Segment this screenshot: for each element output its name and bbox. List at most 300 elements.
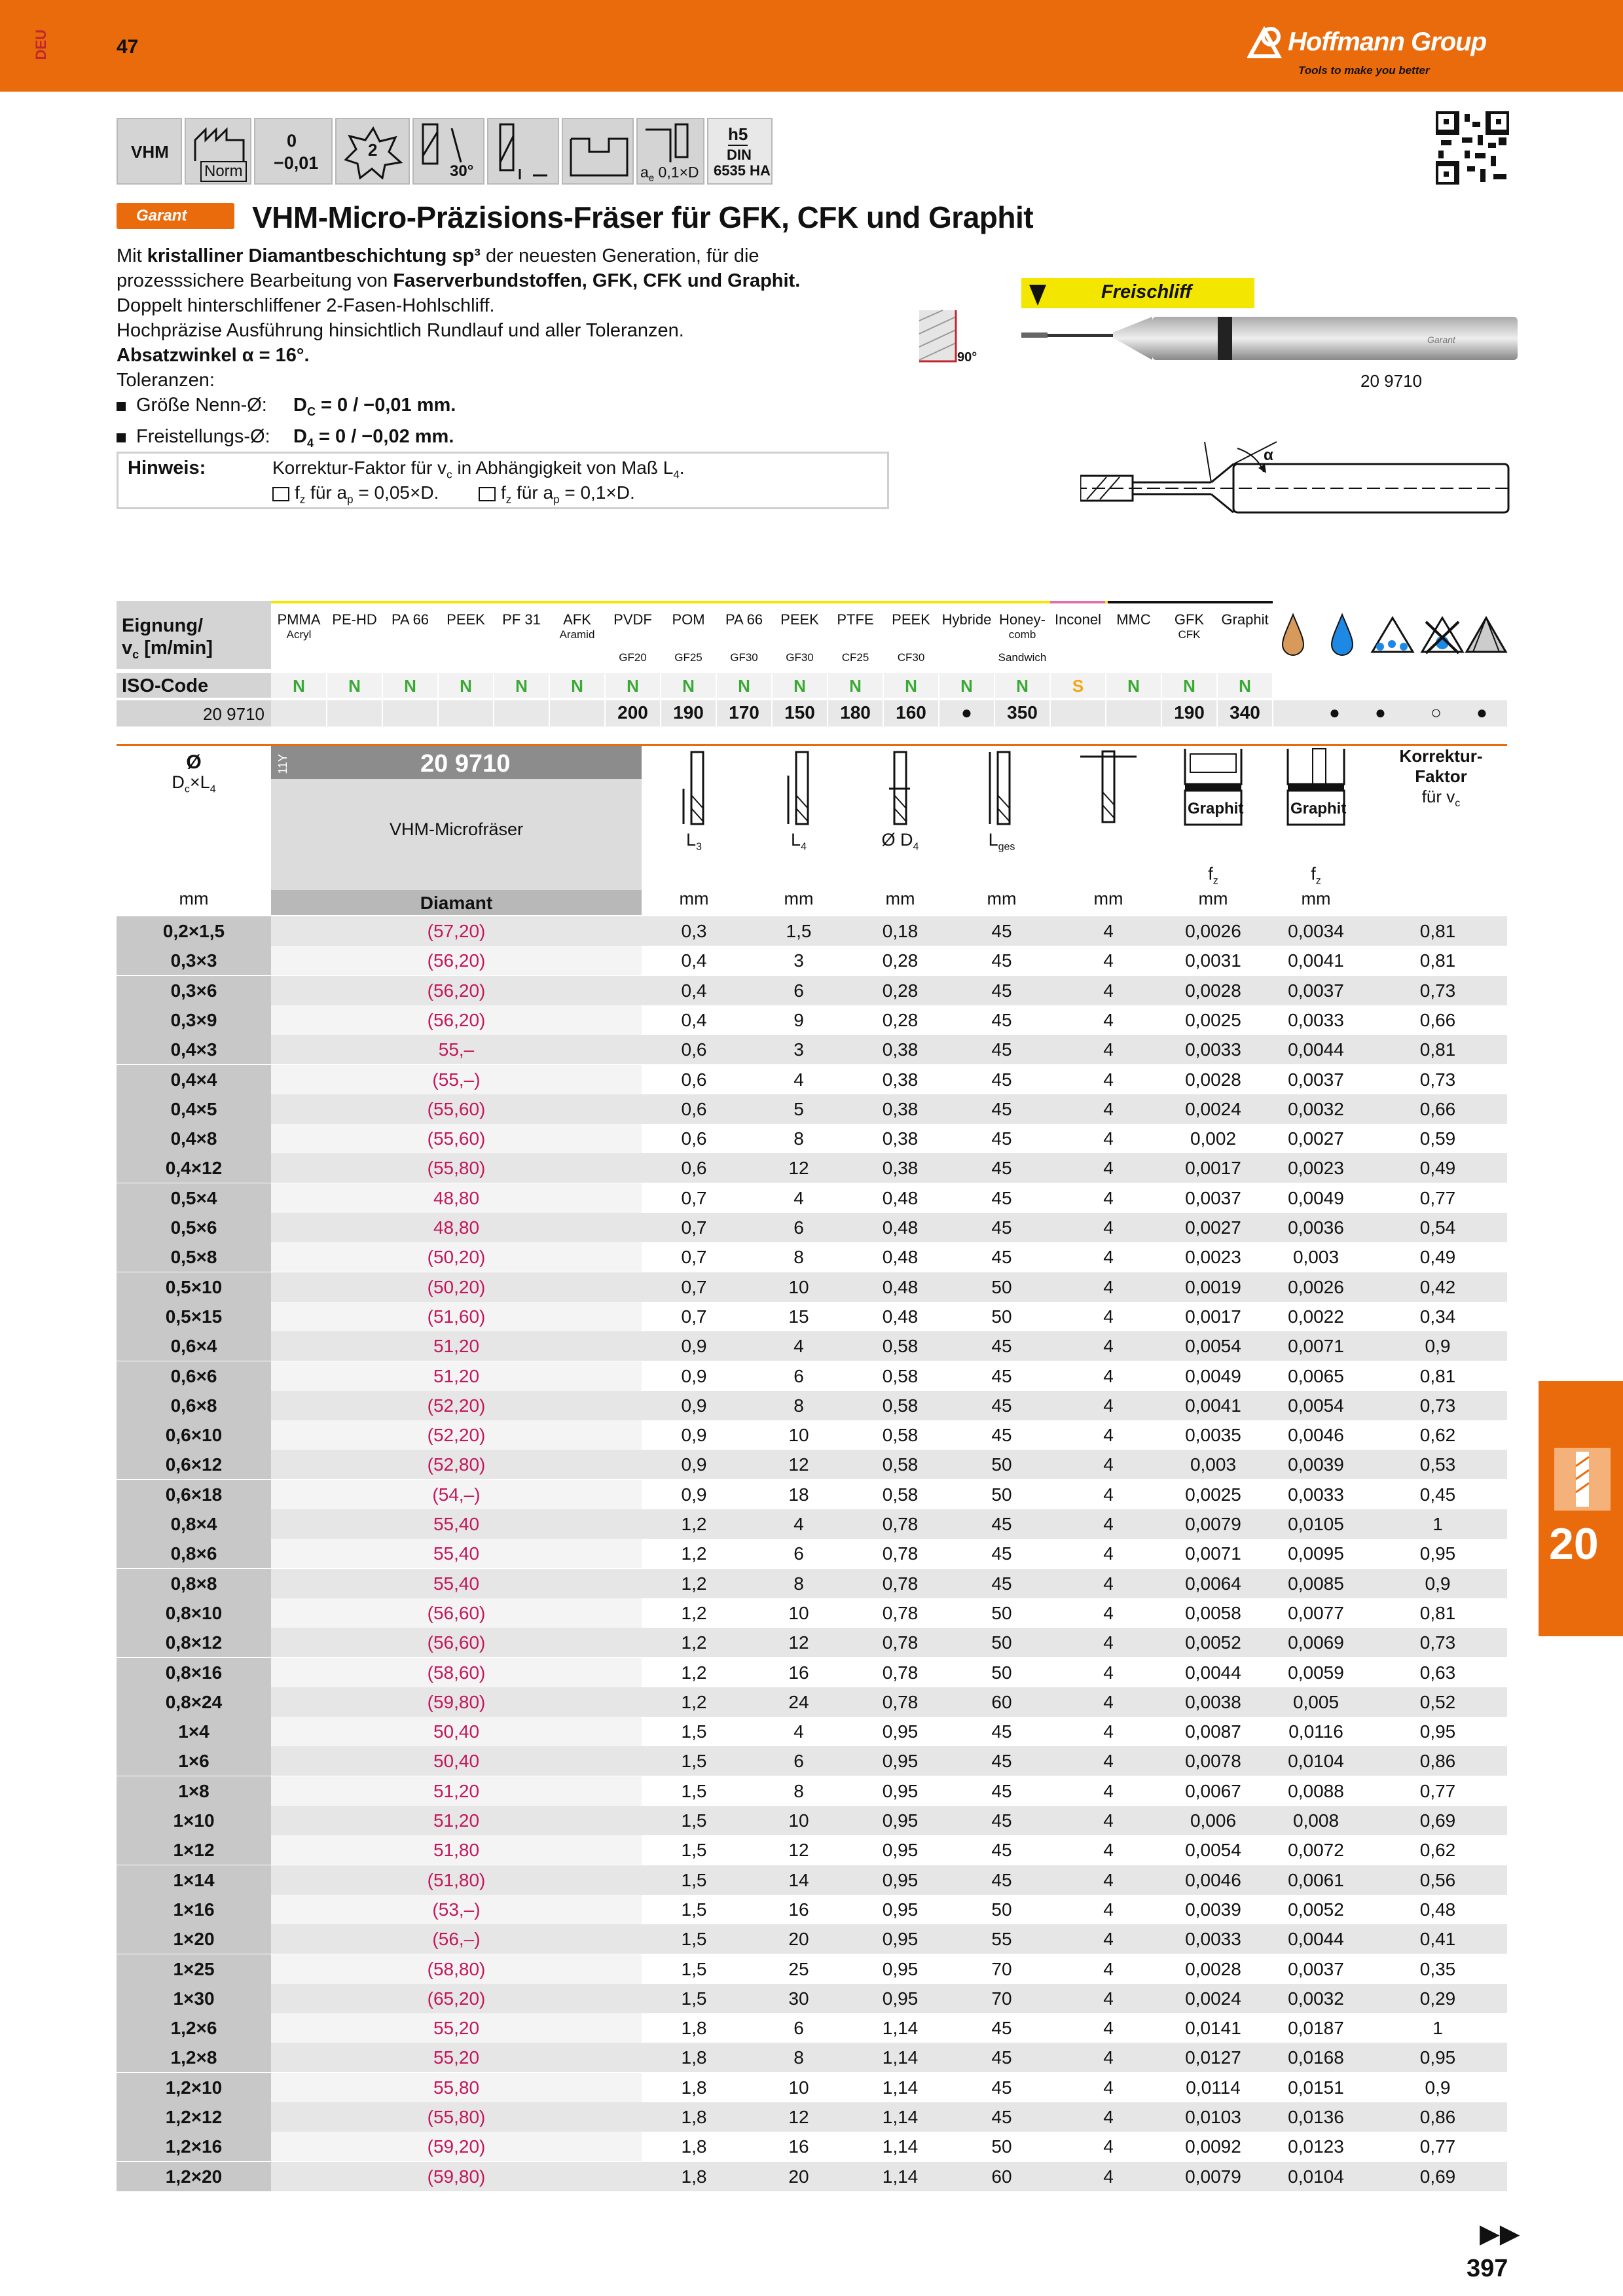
column-unit: mm	[885, 889, 915, 908]
cell-value: 70	[991, 1958, 1012, 1979]
cell-value: 0,0033	[1288, 1484, 1344, 1505]
cell-size: 1×10	[117, 1806, 271, 1835]
table-row	[117, 1272, 1507, 1302]
table-row	[117, 1480, 1507, 1509]
cell-value: 0,0061	[1288, 1869, 1344, 1890]
material-name: AFK	[563, 611, 591, 628]
cell-value: 0,77	[1419, 1780, 1456, 1801]
cell-price: (55,80)	[271, 2102, 642, 2132]
cell-price: 51,80	[271, 1835, 642, 1865]
cell-value: 55	[991, 1929, 1012, 1950]
cell-value: 0,58	[882, 1484, 919, 1505]
cell-value: 0,0079	[1185, 2166, 1241, 2187]
cell-value: 0,0034	[1288, 921, 1344, 941]
material-group-bar-special	[1108, 601, 1273, 603]
cell-size: 0,6×12	[117, 1450, 271, 1479]
description-line: prozesssichere Bearbeitung von Faserverbundstoffen, GFK, CFK und Graphit.	[117, 270, 801, 291]
graphit-label-1: Graphit	[1188, 800, 1244, 817]
correction-factor-title: Korrektur-Faktor	[1399, 746, 1483, 786]
cell-value: 16	[788, 2136, 809, 2157]
cell-value: 0,9	[1425, 2077, 1451, 2098]
cell-size: 0,5×10	[117, 1272, 271, 1302]
cell-value: 4	[1103, 1009, 1114, 1030]
iso-code: N	[515, 676, 528, 696]
cell-value: 0,38	[882, 1098, 919, 1119]
cell-value: 45	[991, 1187, 1012, 1208]
cell-value: 45	[991, 2047, 1012, 2068]
table-row	[117, 1806, 1507, 1835]
cell-value: 0,0114	[1186, 2077, 1241, 2098]
cell-value: 4	[1103, 2047, 1114, 2068]
cell-size: 0,6×4	[117, 1331, 271, 1361]
cell-size: 0,6×8	[117, 1391, 271, 1420]
material-sub2: CF25	[841, 651, 869, 664]
vc-value: 150	[784, 702, 815, 723]
iso-label-cell	[117, 673, 271, 698]
cell-value: 0,0028	[1185, 980, 1241, 1001]
cell-value: 0,58	[882, 1365, 919, 1386]
d4-dimension-icon	[884, 749, 913, 828]
cell-value: 0,0025	[1185, 1484, 1241, 1505]
cell-value: 0,0037	[1288, 1958, 1344, 1979]
material-name: Graphit	[1221, 611, 1269, 628]
cell-value: 0,3	[681, 921, 707, 941]
suitability-article: 20 9710	[203, 704, 264, 724]
vc-value: 180	[840, 702, 871, 723]
cell-value: 0,53	[1419, 1454, 1456, 1475]
cell-value: 0,0032	[1288, 1988, 1344, 2009]
cell-value: 45	[991, 1721, 1012, 1742]
table-row	[117, 1124, 1507, 1153]
cell-size: 0,8×4	[117, 1509, 271, 1539]
cell-value: 0,48	[882, 1276, 919, 1297]
side-milling-icon	[644, 123, 699, 164]
cell-value: 4	[793, 1514, 804, 1534]
cell-value: 4	[1103, 1365, 1114, 1386]
cell-value: 45	[991, 1573, 1012, 1594]
iso-code: N	[849, 676, 862, 696]
cell-value: 0,0077	[1288, 1602, 1344, 1623]
material-name: PE-HD	[332, 611, 377, 628]
cell-value: 0,0023	[1288, 1158, 1344, 1179]
vc-value: 160	[896, 702, 926, 723]
material-sub2: GF20	[619, 651, 647, 664]
cell-value: 0,58	[882, 1454, 919, 1475]
cell-value: 0,0168	[1288, 2047, 1344, 2068]
cell-value: 0,95	[882, 1751, 919, 1772]
factory-icon	[192, 124, 246, 162]
cell-value: 50	[991, 1454, 1012, 1475]
vc-value: ●	[961, 702, 972, 723]
cell-price: (58,80)	[271, 1954, 642, 1984]
cell-size: 0,5×4	[117, 1183, 271, 1213]
cell-price: (58,60)	[271, 1658, 642, 1687]
description-line: Hochpräzise Ausführung hinsichtlich Rundlauf und aller Toleranzen.	[117, 320, 684, 341]
cell-value: 45	[991, 1840, 1012, 1861]
cell-size: 1,2×10	[117, 2073, 271, 2102]
cell-value: 0,6	[681, 1158, 707, 1179]
cell-value: 8	[793, 1128, 804, 1149]
cell-value: 0,73	[1419, 980, 1456, 1001]
cell-value: 0,0019	[1185, 1276, 1241, 1297]
svg-text:Garant: Garant	[1427, 334, 1455, 345]
no-cooling-icon	[1419, 615, 1465, 656]
cell-value: 45	[991, 1514, 1012, 1534]
cell-value: 0,003	[1190, 1454, 1237, 1475]
cell-value: 25	[788, 1958, 809, 1979]
cell-value: 0,95	[882, 1810, 919, 1831]
table-row	[117, 1065, 1507, 1094]
cell-value: 0,008	[1292, 1810, 1340, 1831]
table-row	[117, 1835, 1507, 1865]
iso-code: N	[627, 676, 639, 696]
column-label: $f_z$	[1208, 864, 1218, 887]
cell-value: 4	[1103, 1158, 1114, 1179]
cell-value: 0,0028	[1185, 1958, 1241, 1979]
table-row	[117, 1035, 1507, 1064]
material-name: PF 31	[502, 611, 541, 628]
cell-price: (56,20)	[271, 946, 642, 975]
cell-value: 0,0052	[1288, 1899, 1344, 1920]
din-number: 6535 HA	[714, 162, 771, 179]
cell-value: 0,0033	[1185, 1929, 1241, 1950]
cell-value: 0,95	[882, 1988, 919, 2009]
table-row	[117, 1361, 1507, 1391]
cell-value: 0,81	[1419, 950, 1456, 971]
cell-price: 55,40	[271, 1569, 642, 1598]
cell-value: 0,69	[1419, 1810, 1456, 1831]
column-unit: mm	[1301, 889, 1331, 908]
cell-value: 45	[991, 1543, 1012, 1564]
table-row	[117, 1213, 1507, 1242]
cell-value: 1,14	[882, 2107, 919, 2127]
cell-price: (51,80)	[271, 1865, 642, 1895]
cell-size: 1,2×12	[117, 2102, 271, 2132]
table-row	[117, 946, 1507, 975]
cell-value: 45	[991, 1217, 1012, 1238]
col0-header: Ø $D_c\times L_4$ mm	[117, 746, 271, 915]
iso-code: N	[682, 676, 695, 696]
hoffmann-logo-icon	[1247, 25, 1286, 59]
cell-size: 1,2×8	[117, 2043, 271, 2072]
cell-value: 4	[1103, 1276, 1114, 1297]
cell-value: 1,5	[681, 1958, 707, 1979]
iso-label: ISO-Code	[122, 675, 209, 696]
cell-value: 0,7	[681, 1187, 707, 1208]
suitability-label: Eignung/	[122, 615, 204, 636]
cell-value: 10	[788, 2077, 809, 2098]
cell-value: 5	[793, 1098, 804, 1119]
description-block	[117, 243, 800, 456]
cell-value: 0,005	[1292, 1691, 1340, 1712]
cell-value: 0,95	[882, 1721, 919, 1742]
cell-value: 1,5	[681, 1929, 707, 1950]
cell-value: 4	[1103, 2136, 1114, 2157]
cell-value: 12	[788, 1632, 809, 1653]
symbol-din	[707, 118, 773, 185]
vc-value: 170	[729, 702, 759, 723]
table-row	[117, 916, 1507, 946]
cell-value: 0,0044	[1288, 1929, 1344, 1950]
cell-value: 0,38	[882, 1128, 919, 1149]
table-row	[117, 1242, 1507, 1272]
cell-price: 55,–	[271, 1035, 642, 1064]
diameter-symbol: Ø	[186, 751, 202, 773]
cell-value: 4	[1103, 1306, 1114, 1327]
cell-value: 0,95	[882, 1958, 919, 1979]
cell-value: 0,0044	[1185, 1662, 1241, 1683]
cell-value: 0,66	[1419, 1009, 1456, 1030]
table-row	[117, 2073, 1507, 2102]
cell-value: 0,58	[882, 1425, 919, 1446]
cell-value: 16	[788, 1899, 809, 1920]
mist-cooling-icon	[1370, 615, 1415, 656]
cell-value: 0,9	[681, 1484, 707, 1505]
cell-value: 0,6	[681, 1128, 707, 1149]
tolerance-bottom: −0,01	[274, 153, 319, 173]
table-row	[117, 1450, 1507, 1479]
material-name: PTFE	[837, 611, 874, 628]
cell-value: 0,58	[882, 1395, 919, 1416]
cell-size: 1×6	[117, 1746, 271, 1776]
iso-code: N	[905, 676, 917, 696]
vc-value: 190	[673, 702, 704, 723]
cell-value: 4	[1103, 1751, 1114, 1772]
cell-value: 4	[1103, 1425, 1114, 1446]
cell-value: 0,0059	[1288, 1662, 1344, 1683]
cell-value: 0,95	[882, 1840, 919, 1861]
material-name: PEEK	[447, 611, 485, 628]
table-row	[117, 1094, 1507, 1124]
table-row	[117, 1776, 1507, 1806]
table-row	[117, 1895, 1507, 1924]
material-sub: Aramid	[559, 628, 595, 641]
cell-value: 12	[788, 1158, 809, 1179]
cell-value: 45	[991, 2077, 1012, 2098]
description-line: Mit kristalliner Diamantbeschichtung sp³ der neuesten Generation, für die	[117, 245, 759, 266]
cell-value: 0,81	[1419, 1602, 1456, 1623]
cell-price: 55,20	[271, 2043, 642, 2072]
iso-code: N	[460, 676, 472, 696]
cell-value: 0,0028	[1185, 1069, 1241, 1090]
cell-value: 1,2	[681, 1573, 707, 1594]
cell-value: 50	[991, 1899, 1012, 1920]
table-row	[117, 1302, 1507, 1331]
cell-value: 0,0123	[1288, 2136, 1344, 2157]
cell-value: 0,0037	[1288, 1069, 1344, 1090]
cell-value: 0,0141	[1185, 2018, 1241, 2039]
cell-value: 45	[991, 1425, 1012, 1446]
cell-price: (56,20)	[271, 1005, 642, 1035]
table-row	[117, 2013, 1507, 2043]
cell-value: 4	[1103, 1840, 1114, 1861]
table-row	[117, 1984, 1507, 2013]
cell-size: 1×25	[117, 1954, 271, 1984]
cell-value: 9	[793, 1009, 804, 1030]
cell-value: 0,58	[882, 1336, 919, 1357]
cell-value: 4	[1103, 1632, 1114, 1653]
note-label: Hinweis:	[128, 457, 206, 478]
cell-value: 0,4	[681, 980, 707, 1001]
cell-value: 0,0025	[1185, 1009, 1241, 1030]
column-label: $L_3$	[686, 830, 702, 853]
cell-value: 0,7	[681, 1276, 707, 1297]
cell-size: 0,5×8	[117, 1242, 271, 1272]
cell-value: 60	[991, 1691, 1012, 1712]
cell-value: 6	[793, 980, 804, 1001]
cell-value: 4	[1103, 1780, 1114, 1801]
table-row	[117, 1569, 1507, 1598]
cell-value: 0,28	[882, 980, 919, 1001]
chapter-number: 20	[1549, 1519, 1599, 1569]
graphit-label-2: Graphit	[1290, 800, 1347, 817]
article-cell	[117, 700, 271, 726]
description-line: Doppelt hinterschliffener 2-Fasen-Hohlschliff.	[117, 295, 495, 316]
cell-value: 30	[788, 1988, 809, 2009]
cell-value: 1,2	[681, 1602, 707, 1623]
cell-value: 45	[991, 1128, 1012, 1149]
cell-price: 55,40	[271, 1509, 642, 1539]
cell-value: 45	[991, 980, 1012, 1001]
material-sub: CFK	[1178, 628, 1201, 641]
cell-value: 0,49	[1419, 1247, 1456, 1268]
cell-value: 0,77	[1419, 2136, 1456, 2157]
cell-value: 4	[793, 1187, 804, 1208]
cell-value: 0,48	[1419, 1899, 1456, 1920]
column-unit: mm	[679, 889, 709, 908]
cell-value: 20	[788, 2166, 809, 2187]
cell-value: 0,0078	[1185, 1751, 1241, 1772]
cell-value: 0,0036	[1288, 1217, 1344, 1238]
cell-value: 0,0104	[1288, 1751, 1344, 1772]
symbol-norm	[185, 118, 251, 185]
cell-size: 0,2×1,5	[117, 916, 271, 946]
cell-price: (56,–)	[271, 1924, 642, 1954]
column-unit: mm	[1093, 889, 1123, 908]
cell-value: 18	[788, 1484, 809, 1505]
symbol-cutting	[487, 118, 559, 185]
cell-value: 0,38	[882, 1158, 919, 1179]
table-row	[117, 1865, 1507, 1895]
cell-value: 0,0037	[1288, 980, 1344, 1001]
cell-value: 0,69	[1419, 2166, 1456, 2187]
cell-value: 8	[793, 1395, 804, 1416]
bullet-icon	[117, 433, 126, 442]
description-line: Toleranzen:	[117, 370, 215, 391]
next-page-arrows[interactable]: ▶▶	[1480, 2219, 1520, 2248]
iso-code: N	[348, 676, 361, 696]
cell-value: 1,8	[681, 2107, 707, 2127]
cell-value: 8	[793, 1573, 804, 1594]
cell-value: 4	[1103, 1691, 1114, 1712]
cell-value: 4	[1103, 1602, 1114, 1623]
cell-value: 0,0037	[1185, 1187, 1241, 1208]
column-label: $f_z$	[1311, 864, 1321, 887]
cell-value: 4	[793, 1336, 804, 1357]
cell-value: 0,0105	[1288, 1514, 1344, 1534]
cell-value: 0,34	[1419, 1306, 1456, 1327]
cell-value: 0,9	[681, 1425, 707, 1446]
cell-value: 0,18	[882, 921, 919, 941]
cell-value: 0,81	[1419, 921, 1456, 941]
emulsion-cooling-icon	[1329, 612, 1355, 656]
cell-value: 20	[788, 1929, 809, 1950]
cell-value: 4	[1103, 980, 1114, 1001]
table-row	[117, 1687, 1507, 1717]
cell-value: 0,0035	[1185, 1425, 1241, 1446]
symbol-tolerance	[254, 118, 333, 185]
material-name: POM	[672, 611, 705, 628]
cell-value: 0,0017	[1185, 1306, 1241, 1327]
garant-badge	[117, 203, 234, 229]
cell-value: 0,0104	[1288, 2166, 1344, 2187]
cell-value: 0,0038	[1185, 1691, 1241, 1712]
cell-value: 0,0071	[1288, 1336, 1344, 1357]
cell-size: 1,2×6	[117, 2013, 271, 2043]
cell-size: 1×4	[117, 1717, 271, 1746]
cell-value: 1	[1432, 2018, 1443, 2039]
cell-price: (52,80)	[271, 1450, 642, 1479]
shank-tolerance: h5	[728, 124, 748, 146]
cell-value: 12	[788, 2107, 809, 2127]
cell-value: 0,0058	[1185, 1602, 1241, 1623]
cell-value: 0,0041	[1288, 950, 1344, 971]
table-row	[117, 1628, 1507, 1657]
cell-price: 51,20	[271, 1776, 642, 1806]
material-sub2: CF30	[897, 651, 925, 664]
table-row	[117, 1183, 1507, 1213]
cell-value: 4	[1103, 1573, 1114, 1594]
cell-price: 50,40	[271, 1746, 642, 1776]
cell-value: 10	[788, 1276, 809, 1297]
cell-price: (56,20)	[271, 976, 642, 1005]
cell-value: 0,48	[882, 1187, 919, 1208]
cell-price: (56,60)	[271, 1598, 642, 1628]
symbol-material	[117, 118, 182, 185]
cell-value: 0,63	[1419, 1662, 1456, 1683]
table-row	[117, 1420, 1507, 1450]
cell-price: (50,20)	[271, 1242, 642, 1272]
material-name: MMC	[1116, 611, 1151, 628]
page-number-top: 47	[117, 36, 139, 58]
l3-dimension-icon	[681, 749, 710, 828]
cell-price: (54,–)	[271, 1480, 642, 1509]
cell-value: 0,52	[1419, 1691, 1456, 1712]
arrow-down-icon	[1028, 283, 1048, 307]
cell-value: 1,2	[681, 1662, 707, 1683]
cutting-direction-icon	[494, 123, 555, 182]
cell-value: 1,5	[681, 1721, 707, 1742]
cell-size: 0,4×3	[117, 1035, 271, 1064]
cell-value: 0,48	[882, 1217, 919, 1238]
cell-price: (65,20)	[271, 1984, 642, 2013]
cell-value: 45	[991, 1365, 1012, 1386]
angle-90-label: 90°	[957, 350, 977, 365]
cell-value: 1,8	[681, 2077, 707, 2098]
cell-value: 45	[991, 2018, 1012, 2039]
cell-value: 0,48	[882, 1247, 919, 1268]
cell-value: 0,41	[1419, 1929, 1456, 1950]
cell-value: 8	[793, 1780, 804, 1801]
cell-size: 1×8	[117, 1776, 271, 1806]
cell-value: 45	[991, 1780, 1012, 1801]
table-row	[117, 1924, 1507, 1954]
chapter-tab	[1539, 1381, 1623, 1636]
cell-value: 50	[991, 2136, 1012, 2157]
cell-value: 0,006	[1190, 1810, 1237, 1831]
cell-value: 0,003	[1292, 1247, 1340, 1268]
cell-size: 0,6×10	[117, 1420, 271, 1450]
